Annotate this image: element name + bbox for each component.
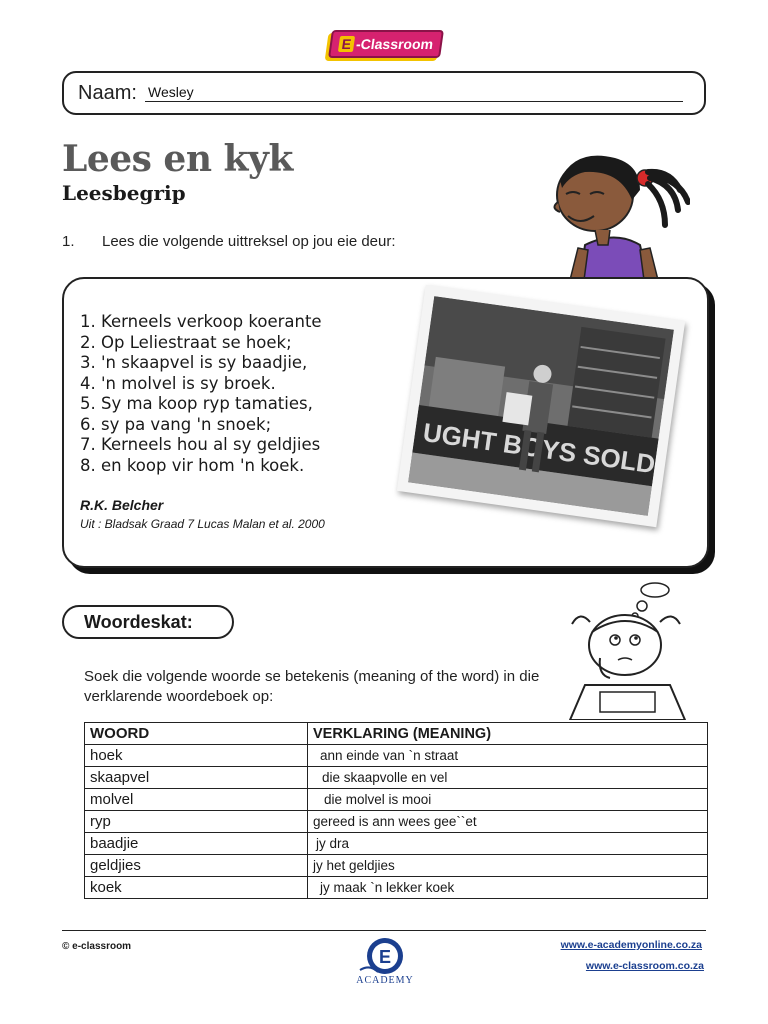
poem-author: R.K. Belcher: [80, 497, 164, 513]
photo-image: [408, 296, 674, 516]
classroom-website-link[interactable]: www.e-classroom.co.za: [585, 960, 704, 972]
table-row: [85, 767, 708, 789]
name-underline: [145, 101, 683, 102]
meaning-cell[interactable]: ann einde van `n straat: [308, 745, 708, 767]
word-cell: baadjie: [85, 833, 308, 855]
poem-line: 2. Op Leliestraat se hoek;: [80, 332, 292, 352]
table-header-row: [85, 723, 708, 745]
meaning-cell[interactable]: gereed is ann wees gee``et: [308, 811, 708, 833]
poem-line: 3. 'n skaapvel is sy baadjie,: [80, 353, 308, 372]
table-row: [85, 833, 708, 855]
page-title: Lees en kyk: [62, 138, 293, 180]
academy-logo-text: ACADEMY: [356, 975, 414, 986]
column-header-word: WOORD: [85, 723, 308, 745]
poem-lines: [80, 312, 322, 476]
vocabulary-label: Woordeskat:: [62, 605, 234, 639]
footer-divider: [62, 930, 706, 931]
name-field[interactable]: Wesley: [148, 84, 194, 100]
table-row: [85, 811, 708, 833]
poem-line: 4. 'n molvel is sy broek.: [80, 373, 276, 393]
poem-line: 7. Kerneels hou al sy geldjies: [80, 435, 321, 454]
table-row: [85, 877, 708, 899]
instruction: [62, 233, 396, 250]
table-row: [85, 745, 708, 767]
word-cell: koek: [85, 877, 308, 899]
logo-e: E: [338, 36, 356, 52]
meaning-cell[interactable]: jy het geldjies: [308, 855, 708, 877]
thinking-child-illustration: [560, 580, 700, 720]
vocabulary-table: [84, 722, 708, 899]
word-cell: hoek: [85, 745, 308, 767]
page-subtitle: Leesbegrip: [62, 181, 186, 205]
poem-line: 1. Kerneels verkoop koerante: [80, 312, 322, 331]
e-classroom-logo: [328, 30, 444, 58]
table-row: [85, 789, 708, 811]
meaning-cell[interactable]: jy maak `n lekker koek: [308, 877, 708, 899]
instruction-number: 1.: [62, 233, 75, 250]
meaning-cell[interactable]: die molvel is mooi: [308, 789, 708, 811]
poem-source: Uit : Bladsak Graad 7 Lucas Malan et al. 2000: [80, 517, 325, 531]
word-cell: geldjies: [85, 855, 308, 877]
newspaper-boy-photo: [397, 285, 685, 527]
word-cell: ryp: [85, 811, 308, 833]
poem-line: 5. Sy ma koop ryp tamaties,: [80, 394, 313, 413]
poem-line: 6. sy pa vang 'n snoek;: [80, 414, 272, 434]
svg-text:E: E: [378, 947, 392, 967]
instruction-text: Lees die volgende uittreksel op jou eie deur:: [102, 233, 396, 250]
logo-text: -Classroom: [355, 36, 435, 52]
vocabulary-instructions: Soek die volgende woorde se betekenis (meaning of the word) in die verklarende woordeboek op:: [84, 668, 540, 705]
table-row: [85, 855, 708, 877]
copyright-text: © e-classroom: [62, 941, 132, 952]
photo-sign-text: UGHT SOLD: [421, 417, 658, 480]
word-cell: skaapvel: [85, 767, 308, 789]
meaning-cell[interactable]: die skaapvolle en vel: [308, 767, 708, 789]
column-header-meaning: VERKLARING (MEANING): [308, 723, 708, 745]
meaning-cell[interactable]: jy dra: [308, 833, 708, 855]
girl-illustration: [540, 150, 690, 280]
name-label: Naam:: [78, 82, 137, 104]
word-cell: molvel: [85, 789, 308, 811]
academy-website-link[interactable]: www.e-academyonline.co.za: [560, 939, 702, 951]
poem-line: 8. en koop vir hom 'n koek.: [80, 455, 305, 475]
